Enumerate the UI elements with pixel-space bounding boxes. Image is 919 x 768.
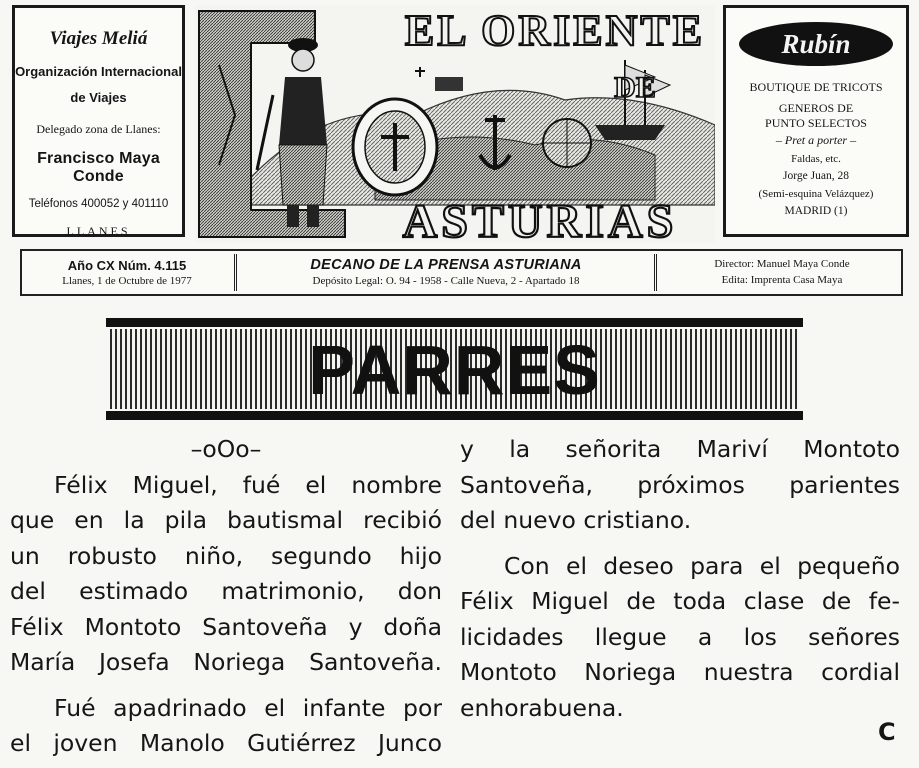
ad-line-generos: GENEROS DE: [778, 101, 854, 115]
article-line: y la señorita Mariví Montoto: [460, 435, 900, 463]
ad-line-punto: PUNTO SELECTOS: [765, 116, 867, 130]
info-divider: [654, 254, 658, 291]
ad-line-faldas: Faldas, etc.: [791, 153, 841, 165]
article-line: Félix Miguel, fué el nombre: [54, 470, 442, 499]
masthead-seal: [353, 99, 437, 195]
article-line: que en la pila bautismal recibió: [10, 506, 442, 534]
article-separator: –oOo–: [190, 435, 262, 463]
masthead-title-bottom: ASTURIAS: [402, 195, 678, 243]
article-column-left: [10, 432, 442, 762]
article-line: un robusto niño, segundo hijo: [10, 541, 442, 570]
issue-number: Año CX Núm. 4.115: [67, 258, 187, 273]
ad-organization: Organización Internacional: [15, 64, 182, 79]
masthead-title-mid: DE: [614, 71, 656, 104]
article-column-right: [460, 432, 900, 726]
article-line: Fué apadrinado el infante por: [54, 693, 442, 722]
issue-info-bar: [20, 249, 903, 296]
ad-organization-line2: de Viajes: [70, 90, 127, 105]
banner-bottom-rule: [106, 411, 803, 420]
info-divider: [234, 254, 238, 291]
rubin-logo: Rubín: [739, 22, 893, 66]
banner-top-rule: [106, 318, 803, 327]
article-line: María Josefa Noriega Santoveña.: [10, 648, 442, 676]
director-credit: Director: Manuel Maya Conde: [714, 258, 850, 270]
article-line: del estimado matrimonio, don: [10, 577, 442, 605]
article-line: Félix Montoto Santoveña y doña: [10, 612, 442, 641]
section-banner-title: PARRES: [308, 331, 601, 409]
issue-date: Llanes, 1 de Octubre de 1977: [62, 275, 192, 287]
article-line: Santoveña, próximos parientes: [460, 470, 900, 499]
article-line: Con el deseo para el pequeño: [504, 551, 900, 580]
ad-city: LLANES: [66, 224, 131, 238]
article-line: el joven Manolo Gutiérrez Junco: [10, 729, 442, 757]
newspaper-motto: DECANO DE LA PRENSA ASTURIANA: [310, 257, 582, 273]
article-signature: C: [878, 718, 896, 746]
article-line: licidades llegue a los señores: [460, 622, 900, 651]
ad-delegate-label: Delegado zona de Llanes:: [36, 122, 161, 136]
ad-line-pret: – Pret a porter –: [775, 133, 857, 147]
meliá-travel-ad: [12, 5, 185, 237]
rubin-boutique-ad: [723, 5, 909, 237]
article-line: Montoto Noriega nuestra cordial: [460, 658, 900, 686]
masthead-globe: [543, 119, 591, 167]
ad-phones: Teléfonos 400052 y 401110: [28, 198, 169, 210]
masthead-title-top: EL ORIENTE: [404, 6, 706, 55]
ad-line-address: Jorge Juan, 28: [783, 170, 849, 182]
ad-line-corner: (Semi-esquina Velázquez): [758, 188, 874, 200]
ad-title: Viajes Meliá: [49, 28, 148, 49]
editor-credit: Edita: Imprenta Casa Maya: [721, 274, 843, 286]
ad-line-city: MADRID (1): [784, 205, 848, 217]
article-line: Félix Miguel de toda clase de fe-: [460, 587, 900, 615]
ad-delegate-name: Francisco Maya Conde: [37, 150, 160, 185]
ad-line-boutique: BOUTIQUE DE TRICOTS: [749, 80, 883, 94]
legal-deposit: Depósito Legal: O. 94 - 1958 - Calle Nueva, 2 - Apartado 18: [312, 275, 580, 287]
masthead-illustration: [195, 5, 715, 243]
article-line: del nuevo cristiano.: [460, 506, 692, 534]
article-line: enhorabuena.: [460, 693, 624, 722]
